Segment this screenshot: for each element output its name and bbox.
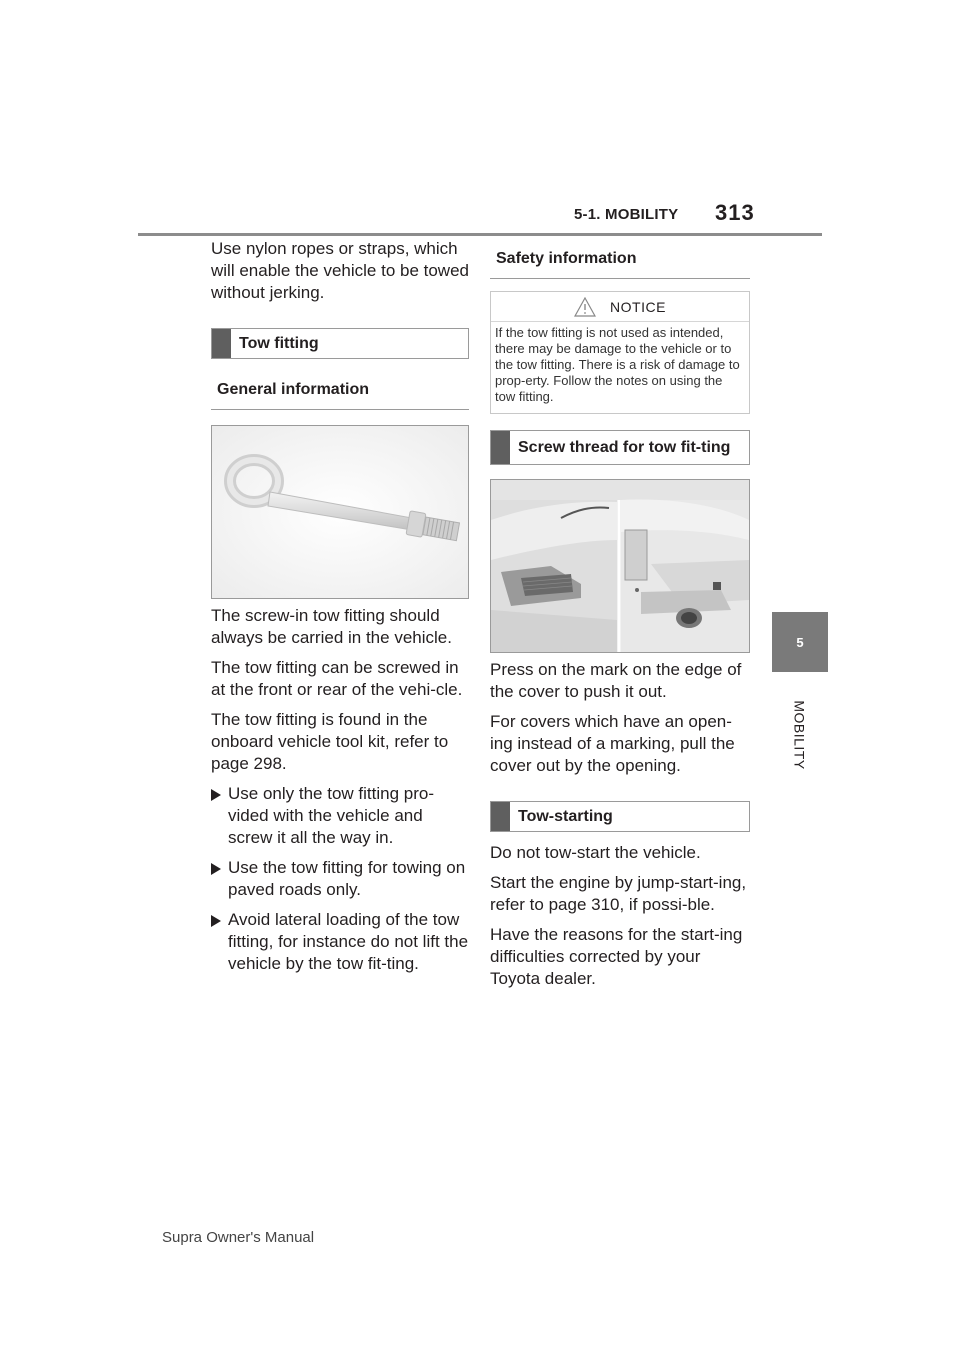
heading-tow-fitting [211, 328, 469, 359]
paragraph-dealer: Have the reasons for the start-ing difficulties corrected by your Toyota dealer. [490, 925, 743, 988]
heading-bar [491, 802, 510, 831]
chapter-tab: 5 [772, 612, 828, 672]
list-item [211, 909, 469, 975]
paragraph-screw-in: The tow fitting can be screwed in at the front or rear of the vehi-cle. [211, 658, 463, 699]
paragraph-opening: For covers which have an open-ing instead of a marking, pull the cover out by the opening. [490, 712, 735, 775]
tow-fitting-figure [211, 425, 469, 599]
paragraph-press-mark: Press on the mark on the edge of the cover to push it out. [490, 660, 742, 701]
heading-tow-fitting-text: Tow fitting [239, 335, 319, 352]
right-column [490, 238, 750, 998]
section-title: 5-1. MOBILITY [574, 206, 679, 223]
heading-tow-starting-text: Tow-starting [518, 808, 613, 825]
paragraph-tool-kit: The tow fitting is found in the onboard vehicle tool kit, refer to page 298. [211, 710, 449, 773]
chapter-label-text: MOBILITY [792, 700, 809, 770]
notice-header [491, 292, 749, 322]
left-column [211, 238, 469, 983]
bumper-cover-illustration [491, 480, 749, 652]
heading-tow-starting [490, 801, 750, 832]
header-divider [138, 233, 822, 236]
heading-screw-thread [490, 430, 750, 465]
heading-bar [212, 329, 231, 358]
page-number: 313 [715, 200, 755, 225]
warning-triangle-icon [574, 297, 596, 317]
subheading-general-information: General information [211, 377, 469, 410]
usage-bullet-list [211, 783, 469, 975]
notice-label: NOTICE [610, 298, 666, 315]
paragraph-no-tow-start: Do not tow-start the vehicle. [490, 843, 701, 862]
paragraph-jump-start: Start the engine by jump-start-ing, refer to page 310, if possi-ble. [490, 873, 747, 914]
notice-text: If the tow fitting is not used as intended, there may be damage to the vehicle or to the tow fitting. There is a risk of damage to prop-erty. Follow the notes on using the tow fitting. [495, 325, 740, 404]
list-item-text: Use the tow fitting for towing on paved roads only. [228, 858, 466, 899]
notice-box [490, 291, 750, 414]
subheading-safety-information: Safety information [490, 238, 750, 279]
heading-screw-thread-text: Screw thread for tow fit-ting [518, 439, 731, 456]
list-item-text: Avoid lateral loading of the tow fitting, for instance do not lift the vehicle by the tow fit-ting. [228, 910, 469, 973]
paragraph-carry: The screw-in tow fitting should always be carried in the vehicle. [211, 606, 452, 647]
chapter-label [770, 680, 830, 790]
triangle-bullet-icon [211, 915, 221, 927]
intro-paragraph: Use nylon ropes or straps, which will enable the vehicle to be towed without jerking. [211, 239, 469, 302]
heading-bar [491, 431, 510, 464]
list-item [211, 857, 469, 901]
triangle-bullet-icon [211, 863, 221, 875]
list-item [211, 783, 469, 849]
screw-thread-figure [490, 479, 750, 653]
tow-fitting-illustration [212, 426, 468, 598]
list-item-text: Use only the tow fitting pro-vided with the vehicle and screw it all the way in. [228, 784, 434, 847]
triangle-bullet-icon [211, 789, 221, 801]
footer-manual-title: Supra Owner's Manual [162, 1229, 315, 1246]
